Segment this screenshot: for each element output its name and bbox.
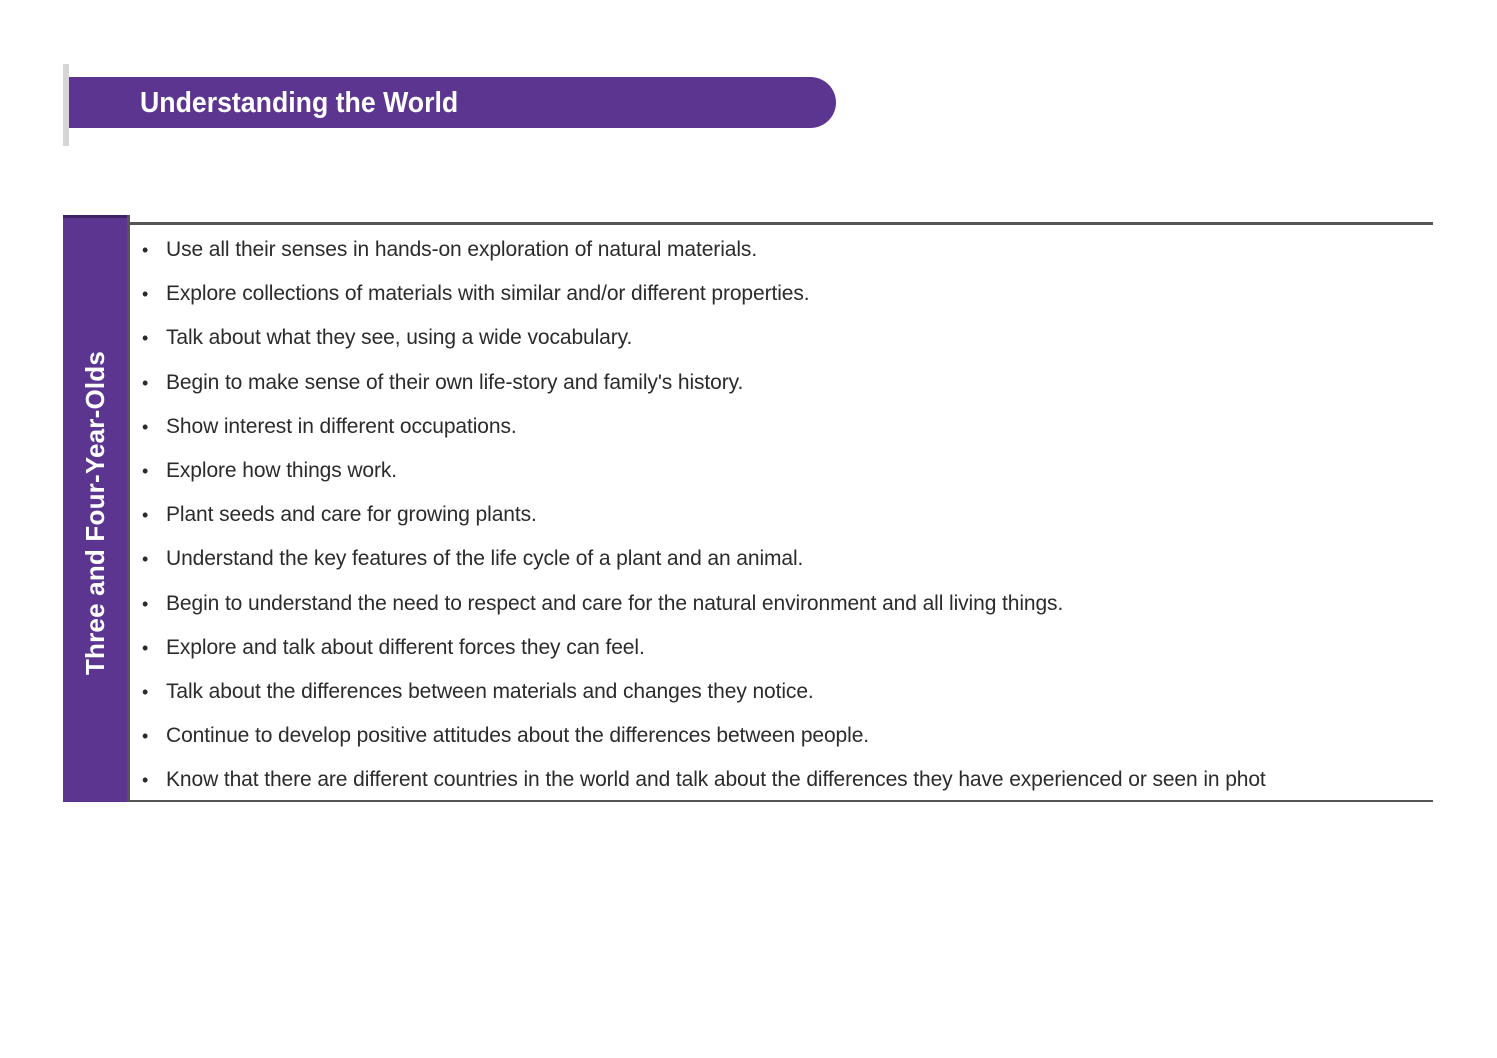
bullet-icon: • xyxy=(142,372,149,393)
list-item-text: Talk about the differences between materials and changes they notice. xyxy=(166,679,814,703)
age-band-label: Three and Four-Year-Olds xyxy=(80,350,110,676)
list-item-text: Plant seeds and care for growing plants. xyxy=(166,503,537,527)
bullet-icon: • xyxy=(142,726,149,747)
bullet-icon: • xyxy=(142,460,149,481)
list-item xyxy=(140,361,1433,405)
list-item xyxy=(140,670,1433,714)
list-item xyxy=(140,758,1433,802)
bullet-icon: • xyxy=(142,328,149,349)
list-item xyxy=(140,582,1433,626)
bullet-icon: • xyxy=(142,637,149,658)
list-item-text: Explore collections of materials with similar and/or different properties. xyxy=(166,282,810,306)
sidebar-divider xyxy=(127,215,130,802)
bullet-icon: • xyxy=(142,549,149,570)
list-item xyxy=(140,405,1433,449)
list-item xyxy=(140,626,1433,670)
page-title: Understanding the World xyxy=(140,87,459,119)
age-band-sidebar-top-edge xyxy=(63,215,127,218)
list-item-text: Explore how things work. xyxy=(166,458,398,482)
list-item xyxy=(140,316,1433,360)
bullet-icon: • xyxy=(142,593,149,614)
table-bottom-rule xyxy=(130,800,1433,802)
learning-goals-list xyxy=(140,228,1433,802)
bullet-icon: • xyxy=(142,681,149,702)
list-item xyxy=(140,449,1433,493)
table-top-rule xyxy=(130,222,1433,225)
bullet-icon: • xyxy=(142,770,149,791)
bullet-icon: • xyxy=(142,284,149,305)
bullet-icon: • xyxy=(142,505,149,526)
list-item-text: Talk about what they see, using a wide vocabulary. xyxy=(166,326,633,350)
section-header-banner xyxy=(69,77,836,128)
list-item-text: Explore and talk about different forces they can feel. xyxy=(166,635,645,659)
list-item-text: Begin to understand the need to respect and care for the natural environment and all living things. xyxy=(166,591,1064,615)
list-item-text: Use all their senses in hands-on exploration of natural materials. xyxy=(166,238,758,261)
list-item-text: Begin to make sense of their own life-story and family's history. xyxy=(166,370,744,394)
list-item-text: Continue to develop positive attitudes about the differences between people. xyxy=(166,724,870,748)
list-item-text: Know that there are different countries in the world and talk about the differences they have experienced or seen in phot xyxy=(166,768,1266,792)
list-item xyxy=(140,228,1433,272)
list-item-text: Show interest in different occupations. xyxy=(166,414,517,438)
bullet-icon: • xyxy=(142,416,149,437)
list-item-text: Understand the key features of the life cycle of a plant and an animal. xyxy=(166,547,804,571)
list-item xyxy=(140,537,1433,581)
list-item xyxy=(140,714,1433,758)
bullet-icon: • xyxy=(142,240,149,260)
list-item xyxy=(140,272,1433,316)
list-item xyxy=(140,493,1433,537)
